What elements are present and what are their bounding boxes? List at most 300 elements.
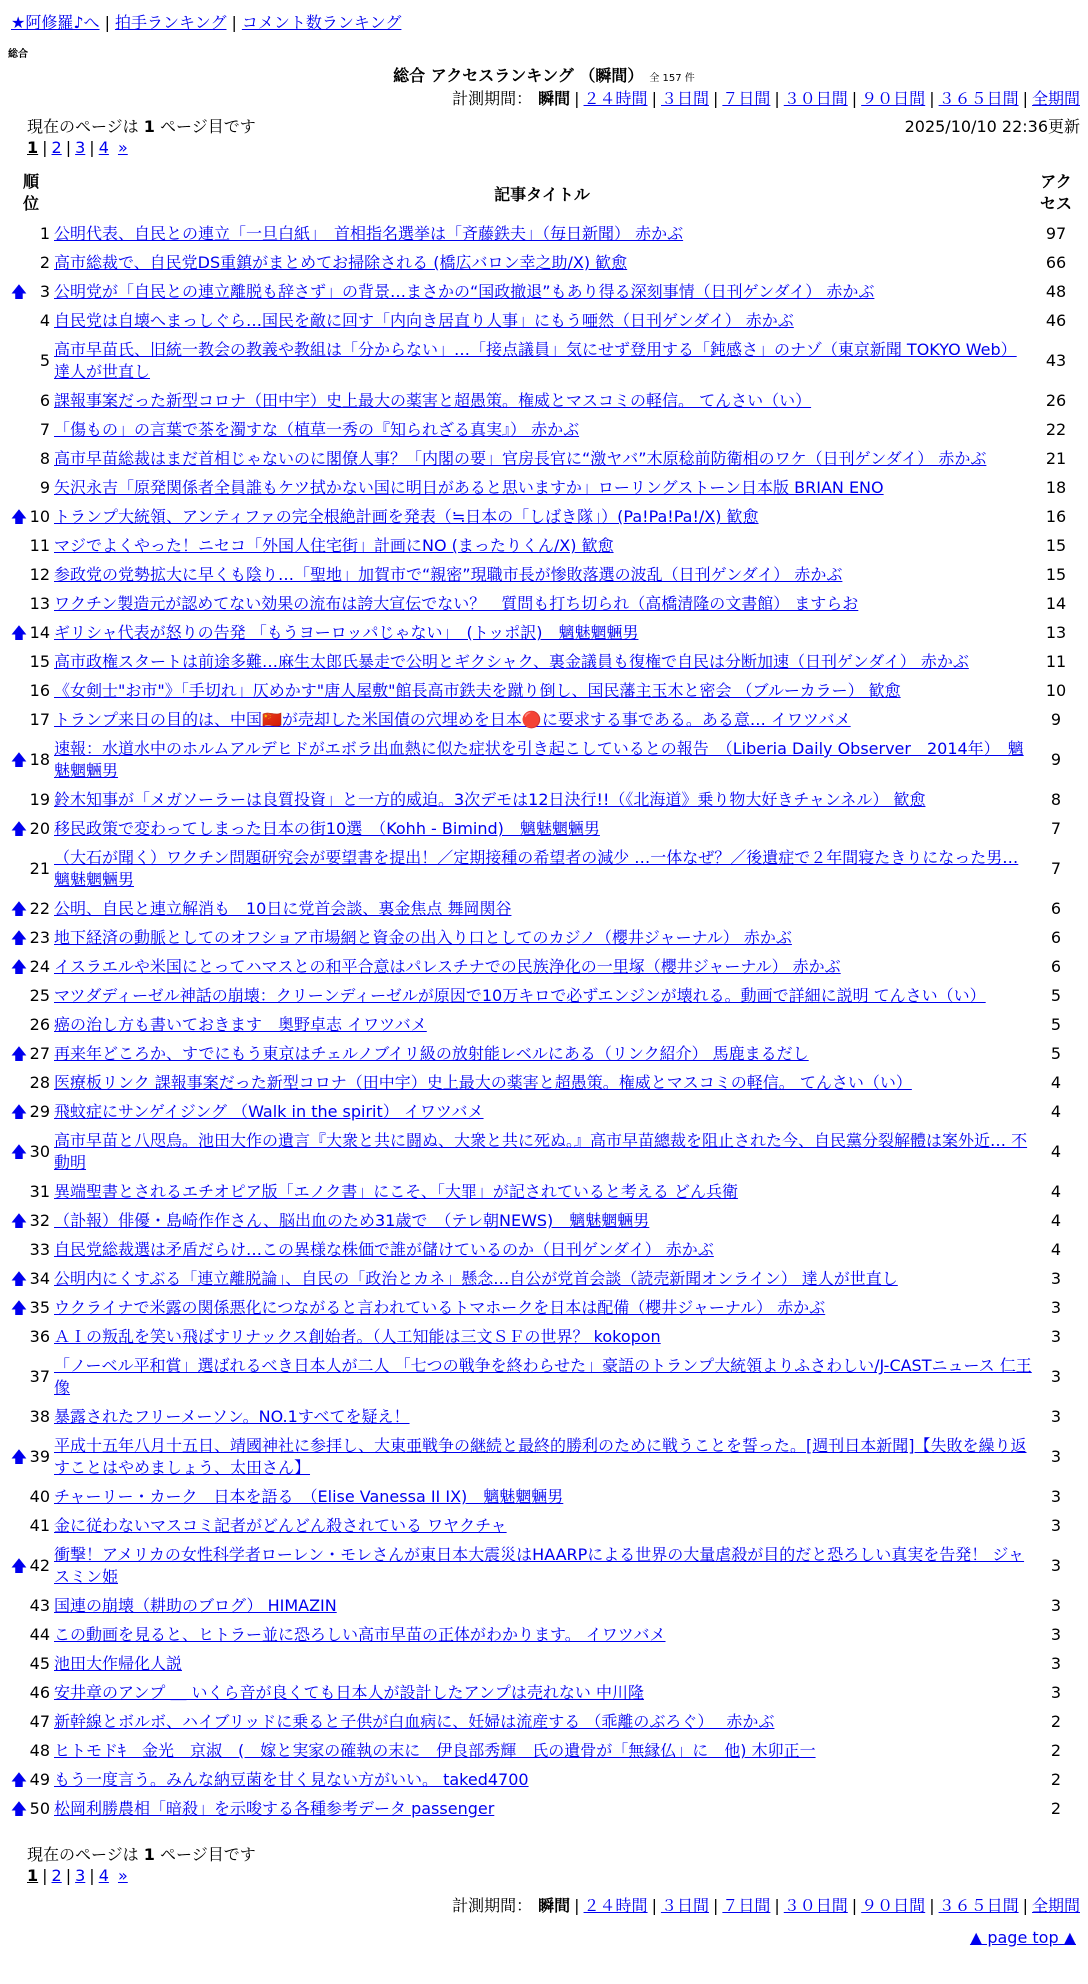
- article-link[interactable]: 矢沢永吉「原発関係者全員誰もケツ拭かない国に明日があると思いますか」ローリングストーン日本版 BRIAN ENO: [54, 478, 884, 497]
- table-row: [10, 844, 1080, 895]
- article-link[interactable]: （大石が聞く）ワクチン問題研究会が要望書を提出！／定期接種の希望者の減少 …一体なぜ？／後遺症で２年間寝たきりになった男… 魑魅魍魎男: [54, 848, 1019, 889]
- article-link[interactable]: 国連の崩壊（耕助のブログ） HIMAZIN: [54, 1596, 337, 1615]
- table-row: [10, 416, 1080, 445]
- rank-cell: 4: [39, 311, 50, 330]
- rank-cell: 33: [29, 1240, 50, 1259]
- table-row: [10, 1323, 1080, 1352]
- article-link[interactable]: 安井章のアンプ ＿ いくら音が良くても日本人が設計したアンプは売れない 中川隆: [54, 1683, 644, 1702]
- rank-cell: 41: [29, 1516, 50, 1535]
- table-row: [10, 532, 1080, 561]
- period-separator: |: [929, 1896, 935, 1915]
- trend-cell: [10, 982, 28, 1011]
- article-link[interactable]: 公明、自民と連立解消も 10日に党首会談、裏金焦点 舞岡関谷: [54, 899, 512, 918]
- table-row: [10, 1650, 1080, 1679]
- up-arrow-icon: 🡅: [10, 1298, 28, 1317]
- trend-cell: [10, 1737, 28, 1766]
- pager-separator: |: [65, 1866, 72, 1885]
- rank-cell: 25: [29, 986, 50, 1005]
- rank-cell: 29: [29, 1102, 50, 1121]
- nav-separator: |: [104, 13, 110, 32]
- rank-cell: 48: [29, 1741, 50, 1760]
- trend-cell: [10, 1069, 28, 1098]
- table-row: [10, 1294, 1080, 1323]
- period-separator: |: [651, 1896, 657, 1915]
- rank-cell: 24: [29, 957, 50, 976]
- trend-cell: [10, 1432, 28, 1483]
- pager-page-4[interactable]: 4: [98, 138, 109, 157]
- access-count-cell: 5: [1050, 986, 1062, 1005]
- access-count-cell: 8: [1050, 790, 1062, 809]
- trend-cell: [10, 844, 28, 895]
- count-header: [1032, 166, 1080, 220]
- trend-cell: [10, 1352, 28, 1403]
- pager-top: [27, 138, 128, 157]
- period-separator: |: [929, 89, 935, 108]
- rank-cell: 14: [29, 623, 50, 642]
- period-link-4[interactable]: ９０日間: [861, 89, 926, 108]
- access-count-cell: 3: [1050, 1269, 1062, 1288]
- period-link-3[interactable]: ３０日間: [783, 89, 848, 108]
- rank-cell: 31: [29, 1182, 50, 1201]
- clap-ranking-link[interactable]: 拍手ランキング: [114, 13, 227, 32]
- table-row: [10, 648, 1080, 677]
- period-separator: |: [651, 89, 657, 108]
- table-row: [10, 706, 1080, 735]
- access-count-cell: 26: [1045, 391, 1067, 410]
- table-row: [10, 503, 1080, 532]
- trend-cell: [10, 561, 28, 590]
- page-info-prefix: 現在のページは: [27, 1845, 139, 1864]
- page-info-number: 1: [143, 117, 155, 136]
- rank-header-label: 順 位: [22, 172, 39, 213]
- table-row: [10, 278, 1080, 307]
- access-count-cell: 15: [1045, 565, 1067, 584]
- rank-cell: 22: [29, 899, 50, 918]
- access-count-cell: 3: [1050, 1596, 1062, 1615]
- period-link-2[interactable]: ７日間: [722, 1896, 771, 1915]
- article-link[interactable]: ギリシャ代表が怒りの告発 「もうヨーロッパじゃない」 (トッポ訳) 魑魅魍魎男: [54, 623, 639, 642]
- period-separator: |: [774, 89, 780, 108]
- title-cell: [52, 1323, 1032, 1352]
- rank-cell: 34: [29, 1269, 50, 1288]
- access-count-cell: 3: [1050, 1327, 1062, 1346]
- trend-cell: [10, 416, 28, 445]
- rank-cell: 44: [29, 1625, 50, 1644]
- title-cell: [52, 1592, 1032, 1621]
- period-link-2[interactable]: ７日間: [722, 89, 771, 108]
- table-row: [10, 474, 1080, 503]
- period-separator: |: [712, 1896, 719, 1915]
- table-row: [10, 735, 1080, 786]
- period-current: 瞬間: [538, 1896, 571, 1915]
- article-link[interactable]: 平成十五年八月十五日、靖國神社に参拝し、大東亜戦争の継続と最終的勝利のために戦うことを誓った。[週刊日本新聞]【失敗を繰り返すことはやめましょう、太田さん】: [54, 1436, 1027, 1477]
- access-count-cell: 21: [1045, 449, 1067, 468]
- access-count-cell: 3: [1050, 1407, 1062, 1426]
- title-cell: [52, 1483, 1032, 1512]
- article-link[interactable]: 高市政権スタートは前途多難…麻生太郎氏暴走で公明とギクシャク、裏金議員も復権で自民は分断加速（日刊ゲンダイ） 赤かぶ: [54, 652, 969, 671]
- table-row: [10, 1098, 1080, 1127]
- access-count-cell: 3: [1050, 1516, 1062, 1535]
- rank-cell: 12: [29, 565, 50, 584]
- table-row: [10, 445, 1080, 474]
- trend-cell: [10, 1265, 28, 1294]
- article-link[interactable]: 医療板リンク 課報事案だった新型コロナ（田中宇）史上最大の薬害と超愚策。権威とマスコミの軽信。 てんさい（い）: [54, 1073, 912, 1092]
- table-row: [10, 1265, 1080, 1294]
- table-row: [10, 677, 1080, 706]
- table-row: [10, 336, 1080, 387]
- rank-cell: 15: [29, 652, 50, 671]
- access-count-cell: 3: [1050, 1654, 1062, 1673]
- title-cell: [52, 1541, 1032, 1592]
- access-count-cell: 11: [1045, 652, 1067, 671]
- up-arrow-icon: 🡅: [10, 507, 28, 526]
- table-row: [10, 1403, 1080, 1432]
- access-count-cell: 5: [1050, 1044, 1062, 1063]
- up-arrow-icon: 🡅: [10, 1269, 28, 1288]
- article-link[interactable]: 高市早苗氏、旧統一教会の教義や教組は「分からない」…「接点議員」気にせず登用する「鈍感さ」のナゾ（東京新聞 TOKYO Web） 達人が世直し: [54, 340, 1017, 381]
- updated-timestamp: 2025/10/10 22:36更新: [904, 117, 1080, 136]
- rank-cell: 27: [29, 1044, 50, 1063]
- access-count-cell: 3: [1050, 1298, 1062, 1317]
- ranking-header-row: [10, 166, 1080, 220]
- rank-cell: 2: [39, 253, 50, 272]
- rank-cell: 26: [29, 1015, 50, 1034]
- pager-current[interactable]: 1: [27, 1866, 39, 1885]
- trend-cell: [10, 706, 28, 735]
- period-current: 瞬間: [538, 89, 571, 108]
- up-arrow-icon: 🡅: [10, 1102, 28, 1121]
- table-row: [10, 1040, 1080, 1069]
- title-cell: [52, 1069, 1032, 1098]
- pager-separator: |: [89, 138, 95, 157]
- trend-cell: [10, 1323, 28, 1352]
- access-count-cell: 13: [1045, 623, 1067, 642]
- table-row: [10, 1679, 1080, 1708]
- trend-cell: [10, 445, 28, 474]
- title-cell: [52, 982, 1032, 1011]
- article-link[interactable]: トランプ来日の目的は、中国🇨🇳が売却した米国債の穴埋めを日本🔴に要求する事である。ある意… イワツバメ: [54, 710, 851, 729]
- period-separator: |: [1022, 89, 1028, 108]
- title-cell: [52, 1621, 1032, 1650]
- trend-cell: [10, 307, 28, 336]
- article-link[interactable]: チャーリー・カーク 日本を語る （Elise Vanessa II IX) 魑魅魍魎男: [54, 1487, 564, 1506]
- pager-next[interactable]: »: [117, 138, 128, 157]
- table-row: [10, 786, 1080, 815]
- article-link[interactable]: （訃報）俳優・島崎作作さん、脳出血のため31歳で （テレ朝NEWS) 魑魅魍魎男: [54, 1211, 650, 1230]
- access-count-cell: 4: [1050, 1073, 1062, 1092]
- trend-cell: [10, 1512, 28, 1541]
- access-count-cell: 3: [1050, 1447, 1062, 1466]
- table-row: [10, 1432, 1080, 1483]
- access-count-cell: 4: [1050, 1102, 1062, 1121]
- article-link[interactable]: 癌の治し方も書いておきます 奥野卓志 イワツバメ: [54, 1015, 427, 1034]
- title-cell: [52, 590, 1032, 619]
- rank-cell: 18: [29, 750, 50, 769]
- access-count-cell: 14: [1045, 594, 1067, 613]
- rank-cell: 5: [39, 351, 50, 370]
- access-count-cell: 43: [1045, 351, 1067, 370]
- title-cell: [52, 648, 1032, 677]
- pager-page-4[interactable]: 4: [98, 1866, 109, 1885]
- access-count-cell: 10: [1045, 681, 1067, 700]
- period-link-4[interactable]: ９０日間: [861, 1896, 926, 1915]
- table-row: [10, 619, 1080, 648]
- title-cell: [52, 1236, 1032, 1265]
- access-count-cell: 2: [1050, 1770, 1062, 1789]
- title-cell: [52, 924, 1032, 953]
- comment-ranking-link[interactable]: コメント数ランキング: [241, 13, 402, 32]
- table-row: [10, 1069, 1080, 1098]
- article-link[interactable]: 新幹線とボルボ、ハイブリッドに乗ると子供が白血病に、妊婦は流産する （乖離のぶろぐ） 赤かぶ: [54, 1712, 775, 1731]
- title-cell: [52, 1737, 1032, 1766]
- title-cell: [52, 844, 1032, 895]
- table-row: [10, 1207, 1080, 1236]
- trend-cell: [10, 1541, 28, 1592]
- access-count-cell: 7: [1050, 859, 1062, 878]
- access-count-cell: 3: [1050, 1367, 1062, 1386]
- article-link[interactable]: ワクチン製造元が認めてない効果の流布は誇大宣伝でない？ 質問も打ち切られ（高橋清隆の文書館） ますらお: [54, 594, 859, 613]
- article-link[interactable]: 再来年どころか、すでにもう東京はチェルノブイリ級の放射能レベルにある（リンク紹介） 馬鹿まるだし: [54, 1044, 809, 1063]
- article-link[interactable]: 《女剣士"お市"》「手切れ」仄めかす"唐人屋敷"館長高市鉄夫を蹴り倒し、国民藩主玉木と密会 （ブルーカラー） 歓愈: [54, 681, 901, 700]
- period-separator: |: [574, 1896, 580, 1915]
- period-link-0[interactable]: ２４時間: [583, 89, 648, 108]
- total-count: 全 157 件: [649, 73, 695, 84]
- trend-cell: [10, 786, 28, 815]
- access-count-cell: 18: [1045, 478, 1067, 497]
- table-row: [10, 953, 1080, 982]
- article-link[interactable]: マジでよくやった！ニセコ「外国人住宅街」計画にNO (まったりくん/X) 歓愈: [54, 536, 614, 555]
- title-cell: [52, 1795, 1032, 1824]
- article-link[interactable]: 公明内にくすぶる「連立離脱論」、自民の「政治とカネ」懸念…自公が党首会談（読売新聞オンライン） 達人が世直し: [54, 1269, 898, 1288]
- access-count-cell: 16: [1045, 507, 1067, 526]
- title-cell: [52, 1766, 1032, 1795]
- period-link-1[interactable]: ３日間: [660, 1896, 709, 1915]
- page-top-link[interactable]: ▲ page top ▲: [969, 1928, 1076, 1947]
- article-link[interactable]: 暴露されたフリーメーソン。NO.1すべてを疑え！: [54, 1407, 410, 1426]
- trend-cell: [10, 1766, 28, 1795]
- table-row: [10, 1127, 1080, 1178]
- rank-cell: 47: [29, 1712, 50, 1731]
- period-separator: |: [851, 1896, 858, 1915]
- article-link[interactable]: イスラエルや米国にとってハマスとの和平合意はパレスチナでの民族浄化の一里塚（櫻井ジャーナル） 赤かぶ: [54, 957, 841, 976]
- article-link[interactable]: もう一度言う。みんな納豆菌を甘く見ない方がいい。 taked4700: [54, 1770, 529, 1789]
- trend-cell: [10, 1207, 28, 1236]
- article-link[interactable]: 高市早苗と八咫烏。池田大作の遺言『大衆と共に闘ぬ、大衆と共に死ぬ。』高市早苗總裁を阻止された今、自民黨分裂解體は案外近… 不動明: [54, 1131, 1028, 1172]
- trend-cell: [10, 815, 28, 844]
- rank-cell: 1: [39, 224, 50, 243]
- access-count-cell: 46: [1045, 311, 1067, 330]
- up-arrow-icon: 🡅: [10, 1142, 28, 1161]
- title-cell: [52, 1708, 1032, 1737]
- access-count-cell: 2: [1050, 1799, 1062, 1818]
- article-link[interactable]: 課報事案だった新型コロナ（田中宇）史上最大の薬害と超愚策。権威とマスコミの軽信。 てんさい（い）: [54, 391, 812, 410]
- access-count-cell: 2: [1050, 1741, 1062, 1760]
- table-row: [10, 1621, 1080, 1650]
- period-link-5[interactable]: ３６５日間: [938, 89, 1019, 108]
- article-link[interactable]: 公明党が「自民との連立離脱も辞さず」の背景…まさかの“国政撤退”もあり得る深刻事情（日刊ゲンダイ） 赤かぶ: [54, 282, 875, 301]
- trend-cell: [10, 1592, 28, 1621]
- title-header: 記事タイトル: [494, 184, 590, 204]
- title-cell: [52, 220, 1032, 249]
- trend-cell: [10, 677, 28, 706]
- period-link-6[interactable]: 全期間: [1031, 89, 1080, 108]
- access-count-cell: 3: [1050, 1625, 1062, 1644]
- rank-cell: 35: [29, 1298, 50, 1317]
- access-count-cell: 2: [1050, 1712, 1062, 1731]
- access-count-cell: 9: [1050, 710, 1062, 729]
- title-cell: [52, 1294, 1032, 1323]
- article-link[interactable]: ヒトモドｷ 金光 京淑 ( 嫁と実家の確執の末に 伊良部秀輝 氏の遺骨が「無縁仏」に 他) 木卯正一: [54, 1741, 816, 1760]
- article-link[interactable]: この動画を見ると、ヒトラー並に恐ろしい高市早苗の正体がわかります。 イワツバメ: [54, 1625, 666, 1644]
- title-cell: [52, 416, 1032, 445]
- article-link[interactable]: 「傷もの」の言葉で茶を濁すな（植草一秀の『知られざる真実』） 赤かぶ: [54, 420, 580, 439]
- rank-cell: 6: [39, 391, 50, 410]
- article-link[interactable]: ウクライナで米露の関係悪化につながると言われているトマホークを日本は配備（櫻井ジャーナル） 赤かぶ: [54, 1298, 826, 1317]
- access-count-cell: 4: [1050, 1142, 1062, 1161]
- title-cell: [52, 1679, 1032, 1708]
- period-separator: |: [574, 89, 580, 108]
- title-cell: [52, 1432, 1032, 1483]
- rank-cell: 23: [29, 928, 50, 947]
- title-cell: [52, 953, 1032, 982]
- pager-page-3[interactable]: 3: [75, 1866, 86, 1885]
- rank-cell: 20: [29, 819, 50, 838]
- article-link[interactable]: トランプ大統領、アンティファの完全根絶計画を発表（≒日本の「しばき隊」）(Pa!Pa!Pa!/X) 歓愈: [54, 507, 759, 526]
- table-row: [10, 1737, 1080, 1766]
- article-link[interactable]: 衝撃！アメリカの女性科学者ローレン・モレさんが東日本大震災はHAARPによる世界の大量虐殺が目的だと恐ろしい真実を告発！ ジャスミン姫: [54, 1545, 1025, 1586]
- pager-page-2[interactable]: 2: [51, 138, 62, 157]
- trend-cell: [10, 1679, 28, 1708]
- pager-separator: |: [65, 138, 72, 157]
- access-count-cell: 7: [1050, 819, 1062, 838]
- title-cell: [52, 307, 1032, 336]
- table-row: [10, 220, 1080, 249]
- article-link[interactable]: 移民政策で変わってしまった日本の街10選 （Kohh - Bimind) 魑魅魍魎男: [54, 819, 600, 838]
- table-row: [10, 590, 1080, 619]
- pager-page-3[interactable]: 3: [75, 138, 86, 157]
- home-link[interactable]: ★阿修羅♪へ: [11, 13, 100, 32]
- article-link[interactable]: 池田大作帰化人説: [54, 1654, 183, 1673]
- count-header-label: アク セス: [1039, 172, 1072, 213]
- table-row: [10, 1011, 1080, 1040]
- access-count-cell: 3: [1050, 1683, 1062, 1702]
- article-link[interactable]: マツダディーゼル神話の崩壊：クリーンディーゼルが原因で10万キロで必ずエンジンが壊れる。動画で詳細に説明 てんさい（い）: [54, 986, 986, 1005]
- period-link-0[interactable]: ２４時間: [583, 1896, 648, 1915]
- title-cell: [52, 815, 1032, 844]
- title-cell: [52, 278, 1032, 307]
- rank-header: [10, 166, 52, 220]
- pager-page-2[interactable]: 2: [51, 1866, 62, 1885]
- period-link-3[interactable]: ３０日間: [783, 1896, 848, 1915]
- table-row: [10, 1236, 1080, 1265]
- article-link[interactable]: 金に従わないマスコミ記者がどんどん殺されている ワヤクチャ: [54, 1516, 507, 1535]
- title-cell: [52, 249, 1032, 278]
- article-link[interactable]: 「ノーベル平和賞」選ばれるべき日本人が二人 「七つの戦争を終わらせた」豪語のトランプ大統領よりふさわしい/J-CASTニュース 仁王像: [54, 1356, 1032, 1397]
- rank-cell: 36: [29, 1327, 50, 1346]
- trend-cell: [10, 1708, 28, 1737]
- article-link[interactable]: 速報：水道水中のホルムアルデヒドがエボラ出血熱に似た症状を引き起こしているとの報告 （Liberia Daily Observer 2014年） 魑魅魍魎男: [54, 739, 1024, 780]
- title-cell: [52, 706, 1032, 735]
- table-row: [10, 924, 1080, 953]
- table-row: [10, 1352, 1080, 1403]
- table-row: [10, 1766, 1080, 1795]
- trend-cell: [10, 924, 28, 953]
- trend-cell: [10, 895, 28, 924]
- trend-cell: [10, 1127, 28, 1178]
- article-link[interactable]: 異端聖書とされるエチオピア版「エノク書」にこそ、「大罪」が記されていると考える どん兵衛: [54, 1182, 738, 1201]
- rank-cell: 39: [29, 1447, 50, 1466]
- rank-cell: 50: [29, 1799, 50, 1818]
- rank-cell: 3: [39, 282, 50, 301]
- trend-cell: [10, 220, 28, 249]
- access-count-cell: 3: [1050, 1556, 1062, 1575]
- title-cell: [52, 532, 1032, 561]
- title-cell: [52, 1098, 1032, 1127]
- period-link-6[interactable]: 全期間: [1031, 1896, 1080, 1915]
- table-row: [10, 1178, 1080, 1207]
- access-count-cell: 6: [1050, 928, 1062, 947]
- up-arrow-icon: 🡅: [10, 1211, 28, 1230]
- trend-cell: [10, 503, 28, 532]
- article-link[interactable]: 自民党総裁選は矛盾だらけ…この異様な株価で誰が儲けているのか（日刊ゲンダイ） 赤かぶ: [54, 1240, 714, 1259]
- title-cell: [52, 619, 1032, 648]
- up-arrow-icon: 🡅: [10, 819, 28, 838]
- article-link[interactable]: 公明代表、自民との連立「一旦白紙」 首相指名選挙は「斉藤鉄夫」（毎日新聞） 赤かぶ: [54, 224, 684, 243]
- article-link[interactable]: ＡＩの叛乱を笑い飛ばすリナックス創始者。（人工知能は三文ＳＦの世界？ kokopon: [54, 1327, 661, 1346]
- rank-cell: 45: [29, 1654, 50, 1673]
- pager-current[interactable]: 1: [27, 138, 39, 157]
- article-link[interactable]: 飛蚊症にサンゲイジング （Walk in the spirit） イワツバメ: [54, 1102, 484, 1121]
- period-label: 計測期間：: [452, 89, 533, 108]
- article-link[interactable]: 参政党の党勢拡大に早くも陰り…「聖地」加賀市で“親密”現職市長が惨敗落選の波乱（日刊ゲンダイ） 赤かぶ: [54, 565, 843, 584]
- trend-cell: [10, 735, 28, 786]
- ranking-table: [10, 166, 1080, 1824]
- pager-next[interactable]: »: [117, 1866, 128, 1885]
- table-row: [10, 387, 1080, 416]
- period-separator: |: [1022, 1896, 1028, 1915]
- trend-cell: [10, 1483, 28, 1512]
- article-link[interactable]: 高市総裁で、自民党DS重鎮がまとめてお掃除される (橋広バロン幸之助/X) 歓愈: [54, 253, 628, 272]
- page-info-suffix: ページ目です: [160, 1845, 256, 1864]
- title-cell: [52, 895, 1032, 924]
- period-link-1[interactable]: ３日間: [660, 89, 709, 108]
- title-cell: [52, 1403, 1032, 1432]
- trend-cell: [10, 474, 28, 503]
- trend-cell: [10, 1236, 28, 1265]
- article-link[interactable]: 地下経済の動脈としてのオフショア市場網と資金の出入り口としてのカジノ（櫻井ジャーナル） 赤かぶ: [54, 928, 792, 947]
- pager-separator: |: [42, 1866, 48, 1885]
- rank-cell: 16: [29, 681, 50, 700]
- title-cell: [52, 1265, 1032, 1294]
- article-link[interactable]: 自民党は自壊へまっしぐら…国民を敵に回す「内向き居直り人事」にもう唖然（日刊ゲンダイ） 赤かぶ: [54, 311, 794, 330]
- title-cell: [52, 1207, 1032, 1236]
- access-count-cell: 48: [1045, 282, 1067, 301]
- article-link[interactable]: 高市早苗総裁はまだ首相じゃないのに閣僚人事？「内閣の要」官房長官に“激ヤバ”木原稔前防衛相のワケ（日刊ゲンダイ） 赤かぶ: [54, 449, 987, 468]
- up-arrow-icon: 🡅: [10, 282, 28, 301]
- page-title: 総合 アクセスランキング （瞬間）: [393, 66, 644, 85]
- access-count-cell: 5: [1050, 1015, 1062, 1034]
- rank-cell: 42: [29, 1556, 50, 1575]
- period-separator: |: [712, 89, 719, 108]
- up-arrow-icon: 🡅: [10, 623, 28, 642]
- article-link[interactable]: 松岡利勝農相「暗殺」を示唆する各種参考データ passenger: [54, 1799, 495, 1818]
- article-link[interactable]: 鈴木知事が「メガソーラーは良質投資」と一方的威迫。3次デモは12日決行!!（《北海道》乗り物大好きチャンネル） 歓愈: [54, 790, 926, 809]
- rank-cell: 9: [39, 478, 50, 497]
- access-count-cell: 6: [1050, 899, 1062, 918]
- page-info-bottom: [27, 1842, 256, 1865]
- rank-cell: 17: [29, 710, 50, 729]
- period-link-5[interactable]: ３６５日間: [938, 1896, 1019, 1915]
